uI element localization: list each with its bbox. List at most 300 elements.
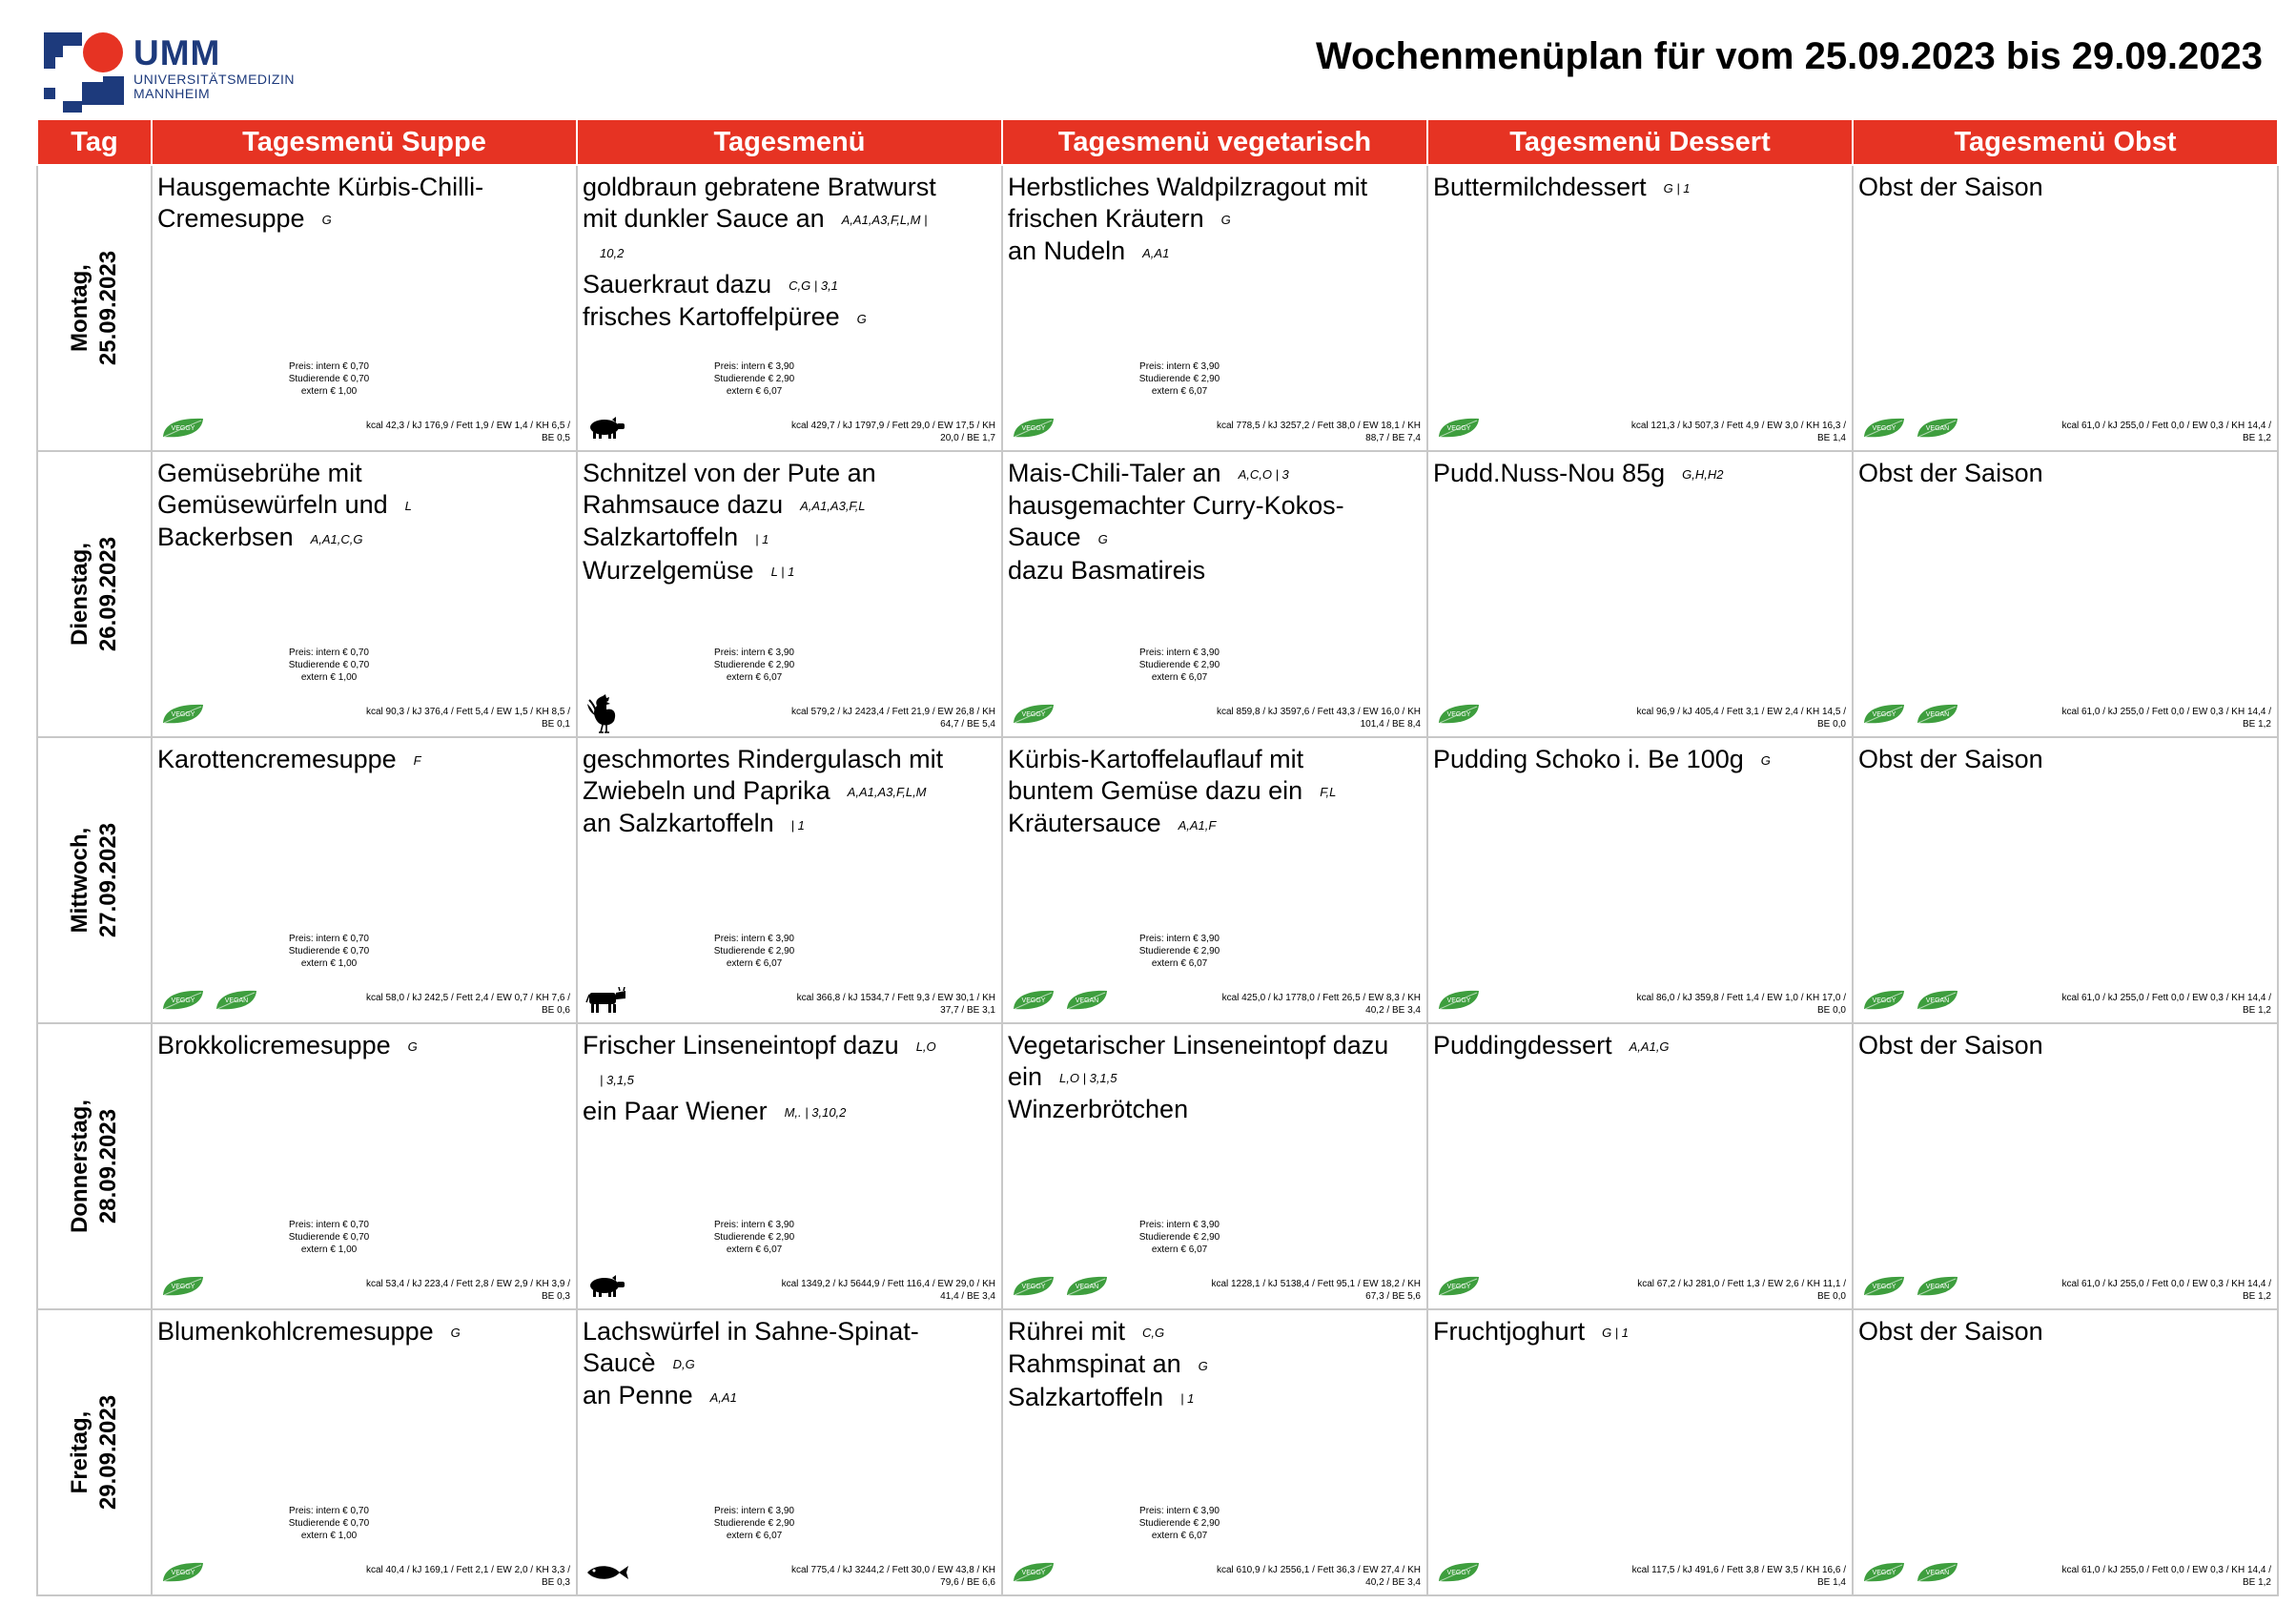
nutrition-line: 37,7 / BE 3,1	[940, 1005, 995, 1016]
nutrition-info	[284, 992, 570, 1017]
nutrition-info	[709, 1278, 995, 1303]
price-line: Studierende € 2,90	[1138, 374, 1220, 384]
veggy-leaf-icon	[1861, 1560, 1907, 1585]
nutrition-info	[1135, 420, 1421, 444]
dish-text: mit dunkler Sauce an	[583, 204, 825, 233]
nutrition-line: kcal 67,2 / kJ 281,0 / Fett 1,3 / EW 2,6 / KH 11,1 /	[1637, 1279, 1846, 1289]
nutrition-line: kcal 121,3 / kJ 507,3 / Fett 4,9 / EW 3,0 / KH 16,3 /	[1630, 421, 1846, 431]
allergen-codes: G	[1198, 1358, 1208, 1373]
price-line: extern € 6,07	[1151, 672, 1208, 683]
price-line: Preis: intern € 3,90	[714, 361, 794, 372]
dish-name	[1854, 1310, 2277, 1347]
nutrition-line: BE 0,0	[1816, 719, 1846, 730]
umm-logo-text	[133, 34, 295, 101]
diet-badge	[1436, 988, 1482, 1013]
menu-cell-dessert	[1427, 451, 1853, 737]
veggy-leaf-icon	[1861, 702, 1907, 727]
veggy-leaf-icon	[160, 1274, 206, 1299]
nutrition-line: kcal 859,8 / kJ 3597,6 / Fett 43,3 / EW 16,0 / KH	[1217, 707, 1421, 717]
vegan-leaf-icon	[1915, 1560, 1960, 1585]
pig-icon	[585, 416, 627, 441]
menu-cell-daily-menu	[577, 1023, 1002, 1309]
dish-name	[578, 738, 1001, 841]
price-line: Preis: intern € 0,70	[289, 934, 369, 944]
allergen-codes: | 1	[1180, 1391, 1195, 1407]
price-line: Preis: intern € 0,70	[289, 648, 369, 658]
allergen-codes: 10,2	[600, 245, 625, 260]
nutrition-line: kcal 42,3 / kJ 176,9 / Fett 1,9 / EW 1,4 / KH 6,5 /	[366, 421, 570, 431]
day-row	[37, 1023, 2278, 1309]
svg-text:VEGAN: VEGAN	[1075, 1284, 1099, 1290]
menu-cell-fruit	[1853, 165, 2278, 451]
nutrition-line: kcal 425,0 / kJ 1778,0 / Fett 26,5 / EW 8,3 / KH	[1221, 993, 1421, 1003]
dish-name	[578, 1310, 1001, 1413]
allergen-codes: G	[1220, 213, 1231, 228]
dish-line	[583, 1030, 996, 1062]
price-line: extern € 1,00	[300, 1244, 358, 1255]
diet-badge	[1915, 1560, 1960, 1585]
price-line: Studierende € 2,90	[713, 374, 795, 384]
day-date: 26.09.2023	[95, 536, 121, 652]
nutrition-line: BE 0,0	[1816, 1005, 1846, 1016]
price-line: Studierende € 2,90	[713, 660, 795, 670]
dish-text: Cremesuppe	[157, 204, 305, 233]
dish-text: Sauerkraut dazu	[583, 269, 772, 298]
nutrition-line: kcal 61,0 / kJ 255,0 / Fett 0,0 / EW 0,3 / KH 14,4 /	[2061, 1565, 2271, 1575]
column-header-fruit: Tagesmenü Obst	[1853, 119, 2278, 165]
dish-text: Kürbis-Kartoffelauflauf mit	[1008, 745, 1304, 773]
allergen-codes: G | 1	[1602, 1326, 1630, 1341]
diet-icons	[160, 702, 206, 727]
allergen-codes: C,G | 3,1	[789, 278, 838, 294]
allergen-codes: F,L	[1320, 785, 1337, 800]
dish-name	[1003, 452, 1426, 586]
dish-text: Winzerbrötchen	[1008, 1095, 1189, 1124]
weekday: Mittwoch,	[67, 827, 92, 934]
price-line: Preis: intern € 3,90	[714, 1220, 794, 1230]
diet-icons	[1861, 416, 1960, 441]
nutrition-line: kcal 58,0 / kJ 242,5 / Fett 2,4 / EW 0,7 / KH 7,6 /	[366, 993, 570, 1003]
diet-badge	[1915, 1274, 1960, 1299]
diet-badge	[585, 416, 627, 441]
day-cell	[37, 165, 152, 451]
nutrition-line: BE 0,5	[541, 433, 570, 443]
diet-icons	[160, 988, 259, 1013]
dish-line	[1008, 172, 1422, 203]
dish-name	[1854, 738, 2277, 775]
dish-line	[1858, 172, 2272, 203]
dish-line	[157, 1030, 571, 1062]
nutrition-line: BE 1,2	[2242, 719, 2271, 730]
dish-text: Sauce	[1008, 523, 1081, 552]
dish-text: hausgemachter Curry-Kokos-	[1008, 491, 1344, 521]
dish-text: Rührei mit	[1008, 1317, 1126, 1346]
dish-line	[157, 489, 571, 522]
dish-text: Obst der Saison	[1858, 1317, 2043, 1346]
price-line: Studierende € 2,90	[713, 1518, 795, 1529]
svg-text:VEGGY: VEGGY	[171, 425, 195, 432]
menu-cell-vegetarian	[1002, 737, 1427, 1023]
allergen-codes: A,A1,G	[1629, 1039, 1670, 1055]
menu-cell-fruit	[1853, 1309, 2278, 1595]
dish-text: Saucè	[583, 1348, 656, 1377]
price-info	[153, 1505, 505, 1542]
dish-line	[157, 172, 571, 203]
nutrition-line: kcal 86,0 / kJ 359,8 / Fett 1,4 / EW 1,0 / KH 17,0 /	[1636, 993, 1846, 1003]
dish-text: Vegetarischer Linseneintopf dazu	[1008, 1031, 1389, 1059]
dish-line	[1008, 203, 1422, 236]
diet-badge	[160, 988, 206, 1013]
dish-text: frischen Kräutern	[1008, 204, 1204, 233]
day-cell	[37, 1309, 152, 1595]
price-line: extern € 1,00	[300, 386, 358, 397]
dish-line	[1858, 458, 2272, 489]
price-line: Studierende € 2,90	[1138, 946, 1220, 956]
nutrition-line: BE 0,1	[541, 719, 570, 730]
allergen-codes: | 1	[790, 817, 805, 833]
diet-badge	[585, 988, 627, 1013]
nutrition-line: BE 1,4	[1816, 433, 1846, 443]
day-cell	[37, 737, 152, 1023]
svg-text:VEGGY: VEGGY	[1872, 997, 1896, 1004]
svg-text:VEGGY: VEGGY	[1872, 711, 1896, 718]
dish-line	[1008, 744, 1422, 775]
svg-text:VEGGY: VEGGY	[171, 711, 195, 718]
svg-text:VEGGY: VEGGY	[1021, 997, 1046, 1004]
dish-line	[583, 1096, 996, 1128]
dish-name	[153, 166, 576, 236]
price-line: Studierende € 0,70	[288, 1232, 370, 1243]
dish-text: Rahmsauce dazu	[583, 490, 784, 519]
menu-cell-soup	[152, 451, 577, 737]
dish-line	[583, 172, 996, 203]
dish-line	[1008, 1061, 1422, 1094]
dish-name	[578, 452, 1001, 587]
nutrition-line: 40,2 / BE 3,4	[1365, 1577, 1421, 1588]
diet-badge	[214, 988, 259, 1013]
nutrition-line: 20,0 / BE 1,7	[940, 433, 995, 443]
price-info	[153, 1219, 505, 1256]
diet-icons	[160, 1560, 206, 1585]
dish-line	[1008, 555, 1422, 586]
diet-badge	[1861, 988, 1907, 1013]
nutrition-line: kcal 53,4 / kJ 223,4 / Fett 2,8 / EW 2,9 / KH 3,9 /	[366, 1279, 570, 1289]
day-row	[37, 165, 2278, 451]
dish-line	[1858, 1316, 2272, 1347]
dish-line	[583, 301, 996, 334]
diet-badge	[1011, 1274, 1056, 1299]
allergen-codes: G	[321, 213, 332, 228]
price-line: extern € 6,07	[1151, 1244, 1208, 1255]
dish-name	[1854, 452, 2277, 489]
diet-icons	[1436, 416, 1482, 441]
diet-icons	[1011, 416, 1056, 441]
price-info	[578, 1505, 931, 1542]
dish-text: Buttermilchdessert	[1433, 173, 1647, 201]
diet-icons	[1011, 988, 1110, 1013]
page-title: Wochenmenüplan für vom 25.09.2023 bis 29.09.2023	[1315, 35, 2263, 77]
price-info	[578, 1219, 931, 1256]
nutrition-info	[1135, 992, 1421, 1017]
veggy-leaf-icon	[1011, 702, 1056, 727]
column-header-daily-menu: Tagesmenü	[577, 119, 1002, 165]
allergen-codes: G	[407, 1039, 418, 1055]
diet-icons	[160, 416, 206, 441]
allergen-codes: A,A1	[709, 1389, 737, 1405]
price-line: Studierende € 0,70	[288, 374, 370, 384]
diet-badge	[1861, 416, 1907, 441]
price-line: Preis: intern € 0,70	[289, 1220, 369, 1230]
dish-text: Schnitzel von der Pute an	[583, 459, 876, 487]
dish-name	[1854, 1024, 2277, 1061]
allergen-codes: G	[1760, 753, 1771, 769]
vegan-leaf-icon	[1064, 1274, 1110, 1299]
column-header-vegetarian: Tagesmenü vegetarisch	[1002, 119, 1427, 165]
svg-text:VEGGY: VEGGY	[1021, 1284, 1046, 1290]
allergen-codes: D,G	[672, 1357, 695, 1372]
dish-text: Salzkartoffeln	[583, 523, 739, 552]
day-label	[66, 823, 123, 937]
day-label	[66, 1395, 123, 1510]
diet-badge	[585, 1560, 629, 1585]
diet-icons	[585, 1274, 627, 1299]
veggy-leaf-icon	[1436, 1560, 1482, 1585]
nutrition-line: kcal 61,0 / kJ 255,0 / Fett 0,0 / EW 0,3 / KH 14,4 /	[2061, 993, 2271, 1003]
price-line: extern € 6,07	[1151, 386, 1208, 397]
dish-line	[583, 458, 996, 489]
price-info	[1003, 1505, 1356, 1542]
dish-line	[583, 522, 996, 554]
dish-name	[1003, 1024, 1426, 1125]
veggy-leaf-icon	[1436, 1274, 1482, 1299]
fish-icon	[585, 1562, 629, 1583]
menu-cell-daily-menu	[577, 165, 1002, 451]
nutrition-info	[1985, 706, 2271, 730]
menu-cell-soup	[152, 165, 577, 451]
diet-badge	[585, 1274, 627, 1299]
diet-badge	[585, 702, 618, 727]
allergen-codes: G	[450, 1326, 461, 1341]
dish-text: an Penne	[583, 1381, 693, 1410]
price-line: Studierende € 0,70	[288, 660, 370, 670]
veggy-leaf-icon	[1861, 416, 1907, 441]
menu-cell-fruit	[1853, 1023, 2278, 1309]
dish-text: Obst der Saison	[1858, 173, 2043, 201]
nutrition-line: kcal 775,4 / kJ 3244,2 / Fett 30,0 / EW 43,8 / KH	[791, 1565, 995, 1575]
dish-line	[583, 269, 996, 301]
diet-badge	[1861, 702, 1907, 727]
dish-line	[157, 1316, 571, 1348]
allergen-codes: A,A1,A3,F,L,M	[847, 785, 927, 800]
price-line: extern € 1,00	[300, 672, 358, 683]
menu-cell-fruit	[1853, 451, 2278, 737]
nutrition-info	[1560, 1564, 1846, 1589]
allergen-codes: A,A1,F	[1178, 817, 1217, 833]
dish-text: Backerbsen	[157, 523, 294, 552]
nutrition-line: BE 0,0	[1816, 1291, 1846, 1302]
dish-line	[1008, 1382, 1422, 1414]
weekday: Freitag,	[67, 1410, 92, 1494]
allergen-codes: A,A1	[1142, 245, 1170, 260]
svg-text:VEGGY: VEGGY	[1021, 711, 1046, 718]
dish-text: Obst der Saison	[1858, 459, 2043, 487]
veggy-leaf-icon	[1011, 1560, 1056, 1585]
nutrition-line: 40,2 / BE 3,4	[1365, 1005, 1421, 1016]
nutrition-info	[1985, 420, 2271, 444]
price-info	[153, 360, 505, 398]
diet-icons	[1011, 1274, 1110, 1299]
price-info	[153, 647, 505, 684]
allergen-codes: G	[1097, 531, 1108, 546]
allergen-codes: A,A1,C,G	[310, 531, 363, 546]
nutrition-line: 67,3 / BE 5,6	[1365, 1291, 1421, 1302]
price-info	[1003, 647, 1356, 684]
veggy-leaf-icon	[160, 416, 206, 441]
rooster-icon	[585, 694, 618, 734]
price-info	[578, 360, 931, 398]
nutrition-line: 41,4 / BE 3,4	[940, 1291, 995, 1302]
dish-line	[1008, 1316, 1422, 1348]
allergen-codes: F	[413, 753, 421, 769]
dish-line	[1008, 808, 1422, 840]
nutrition-info	[1985, 992, 2271, 1017]
veggy-leaf-icon	[1861, 1274, 1907, 1299]
pig-icon	[585, 1274, 627, 1299]
dish-line	[1433, 744, 1847, 776]
allergen-codes: M,. | 3,10,2	[784, 1105, 847, 1121]
day-date: 29.09.2023	[95, 1394, 121, 1511]
diet-badge	[1011, 1560, 1056, 1585]
weekday: Donnerstag,	[67, 1099, 92, 1234]
allergen-codes: L,O	[915, 1039, 936, 1055]
price-line: Preis: intern € 3,90	[714, 1506, 794, 1516]
header-row	[37, 119, 2278, 165]
cow-icon	[585, 987, 627, 1014]
menu-cell-vegetarian	[1002, 165, 1427, 451]
price-line: extern € 6,07	[1151, 958, 1208, 969]
diet-badge	[1436, 1274, 1482, 1299]
dish-text: ein Paar Wiener	[583, 1096, 768, 1125]
svg-text:VEGGY: VEGGY	[1446, 997, 1471, 1004]
price-line: Studierende € 2,90	[713, 1232, 795, 1243]
menu-cell-dessert	[1427, 165, 1853, 451]
svg-text:VEGAN: VEGAN	[1075, 997, 1099, 1004]
nutrition-info	[1560, 706, 1846, 730]
dish-name	[1428, 1310, 1852, 1348]
nutrition-info	[284, 706, 570, 730]
svg-text:VEGAN: VEGAN	[1925, 711, 1950, 718]
price-line: Preis: intern € 3,90	[1139, 1220, 1220, 1230]
nutrition-line: kcal 96,9 / kJ 405,4 / Fett 3,1 / EW 2,4 / KH 14,5 /	[1636, 707, 1846, 717]
diet-badge	[160, 1560, 206, 1585]
diet-badge	[160, 702, 206, 727]
price-line: extern € 6,07	[726, 958, 783, 969]
svg-text:VEGGY: VEGGY	[1021, 1570, 1046, 1576]
dish-text: Kräutersauce	[1008, 809, 1161, 838]
price-line: Preis: intern € 0,70	[289, 361, 369, 372]
nutrition-line: 101,4 / BE 8,4	[1360, 719, 1421, 730]
nutrition-line: kcal 429,7 / kJ 1797,9 / Fett 29,0 / EW 17,5 / KH	[791, 421, 995, 431]
nutrition-line: kcal 90,3 / kJ 376,4 / Fett 5,4 / EW 1,5 / KH 8,5 /	[366, 707, 570, 717]
dish-line	[1433, 172, 1847, 204]
nutrition-line: kcal 61,0 / kJ 255,0 / Fett 0,0 / EW 0,3 / KH 14,4 /	[2061, 1279, 2271, 1289]
allergen-codes: L | 1	[770, 565, 795, 580]
price-line: extern € 6,07	[726, 386, 783, 397]
dish-name	[1003, 738, 1426, 841]
menu-cell-vegetarian	[1002, 451, 1427, 737]
nutrition-line: kcal 117,5 / kJ 491,6 / Fett 3,8 / EW 3,5 / KH 16,6 /	[1631, 1565, 1846, 1575]
allergen-codes: C,G	[1142, 1326, 1165, 1341]
dish-text: an Nudeln	[1008, 236, 1126, 266]
price-line: extern € 6,07	[726, 1531, 783, 1541]
svg-text:VEGGY: VEGGY	[1446, 711, 1471, 718]
dish-name	[153, 452, 576, 555]
nutrition-info	[1135, 1564, 1421, 1589]
price-line: Preis: intern € 3,90	[714, 934, 794, 944]
dish-line	[583, 808, 996, 840]
dish-line	[1008, 458, 1422, 490]
dish-text: Frischer Linseneintopf dazu	[583, 1031, 899, 1059]
svg-text:VEGAN: VEGAN	[1925, 1284, 1950, 1290]
vegan-leaf-icon	[214, 988, 259, 1013]
day-row	[37, 451, 2278, 737]
dish-line	[1008, 1094, 1422, 1125]
menu-table	[36, 118, 2279, 1596]
weekday: Dienstag,	[67, 542, 92, 647]
allergen-codes: G | 1	[1663, 181, 1691, 196]
dish-text: buntem Gemüse dazu ein	[1008, 776, 1303, 805]
diet-icons	[1861, 1274, 1960, 1299]
dish-line	[1008, 775, 1422, 808]
nutrition-info	[284, 420, 570, 444]
diet-badge	[1011, 702, 1056, 727]
day-cell	[37, 451, 152, 737]
dish-line	[157, 203, 571, 236]
dish-text: Gemüsewürfeln und	[157, 490, 388, 519]
price-line: Preis: intern € 3,90	[714, 648, 794, 658]
svg-text:VEGGY: VEGGY	[171, 1284, 195, 1290]
nutrition-info	[1135, 1278, 1421, 1303]
dish-text: Puddingdessert	[1433, 1031, 1612, 1059]
nutrition-line: 79,6 / BE 6,6	[940, 1577, 995, 1588]
veggy-leaf-icon	[160, 1560, 206, 1585]
dish-line	[1008, 1030, 1422, 1061]
nutrition-info	[284, 1278, 570, 1303]
diet-badge	[1436, 1560, 1482, 1585]
menu-cell-vegetarian	[1002, 1023, 1427, 1309]
dish-line	[157, 522, 571, 554]
menu-cell-daily-menu	[577, 451, 1002, 737]
day-label	[66, 251, 123, 365]
svg-text:VEGGY: VEGGY	[1021, 425, 1046, 432]
dish-line	[583, 1316, 996, 1347]
diet-badge	[1915, 416, 1960, 441]
day-date: 28.09.2023	[95, 1108, 121, 1224]
svg-text:VEGGY: VEGGY	[171, 1570, 195, 1576]
dish-name	[153, 1024, 576, 1062]
diet-badge	[1861, 1560, 1907, 1585]
dish-text: ein	[1008, 1062, 1043, 1091]
weekday: Montag,	[67, 264, 92, 352]
price-line: Studierende € 2,90	[1138, 660, 1220, 670]
diet-badge	[1861, 1274, 1907, 1299]
diet-icons	[1436, 702, 1482, 727]
svg-text:VEGAN: VEGAN	[1925, 1570, 1950, 1576]
dish-line	[1433, 1030, 1847, 1062]
diet-icons	[585, 988, 627, 1013]
nutrition-line: BE 1,2	[2242, 1291, 2271, 1302]
vegan-leaf-icon	[1915, 702, 1960, 727]
